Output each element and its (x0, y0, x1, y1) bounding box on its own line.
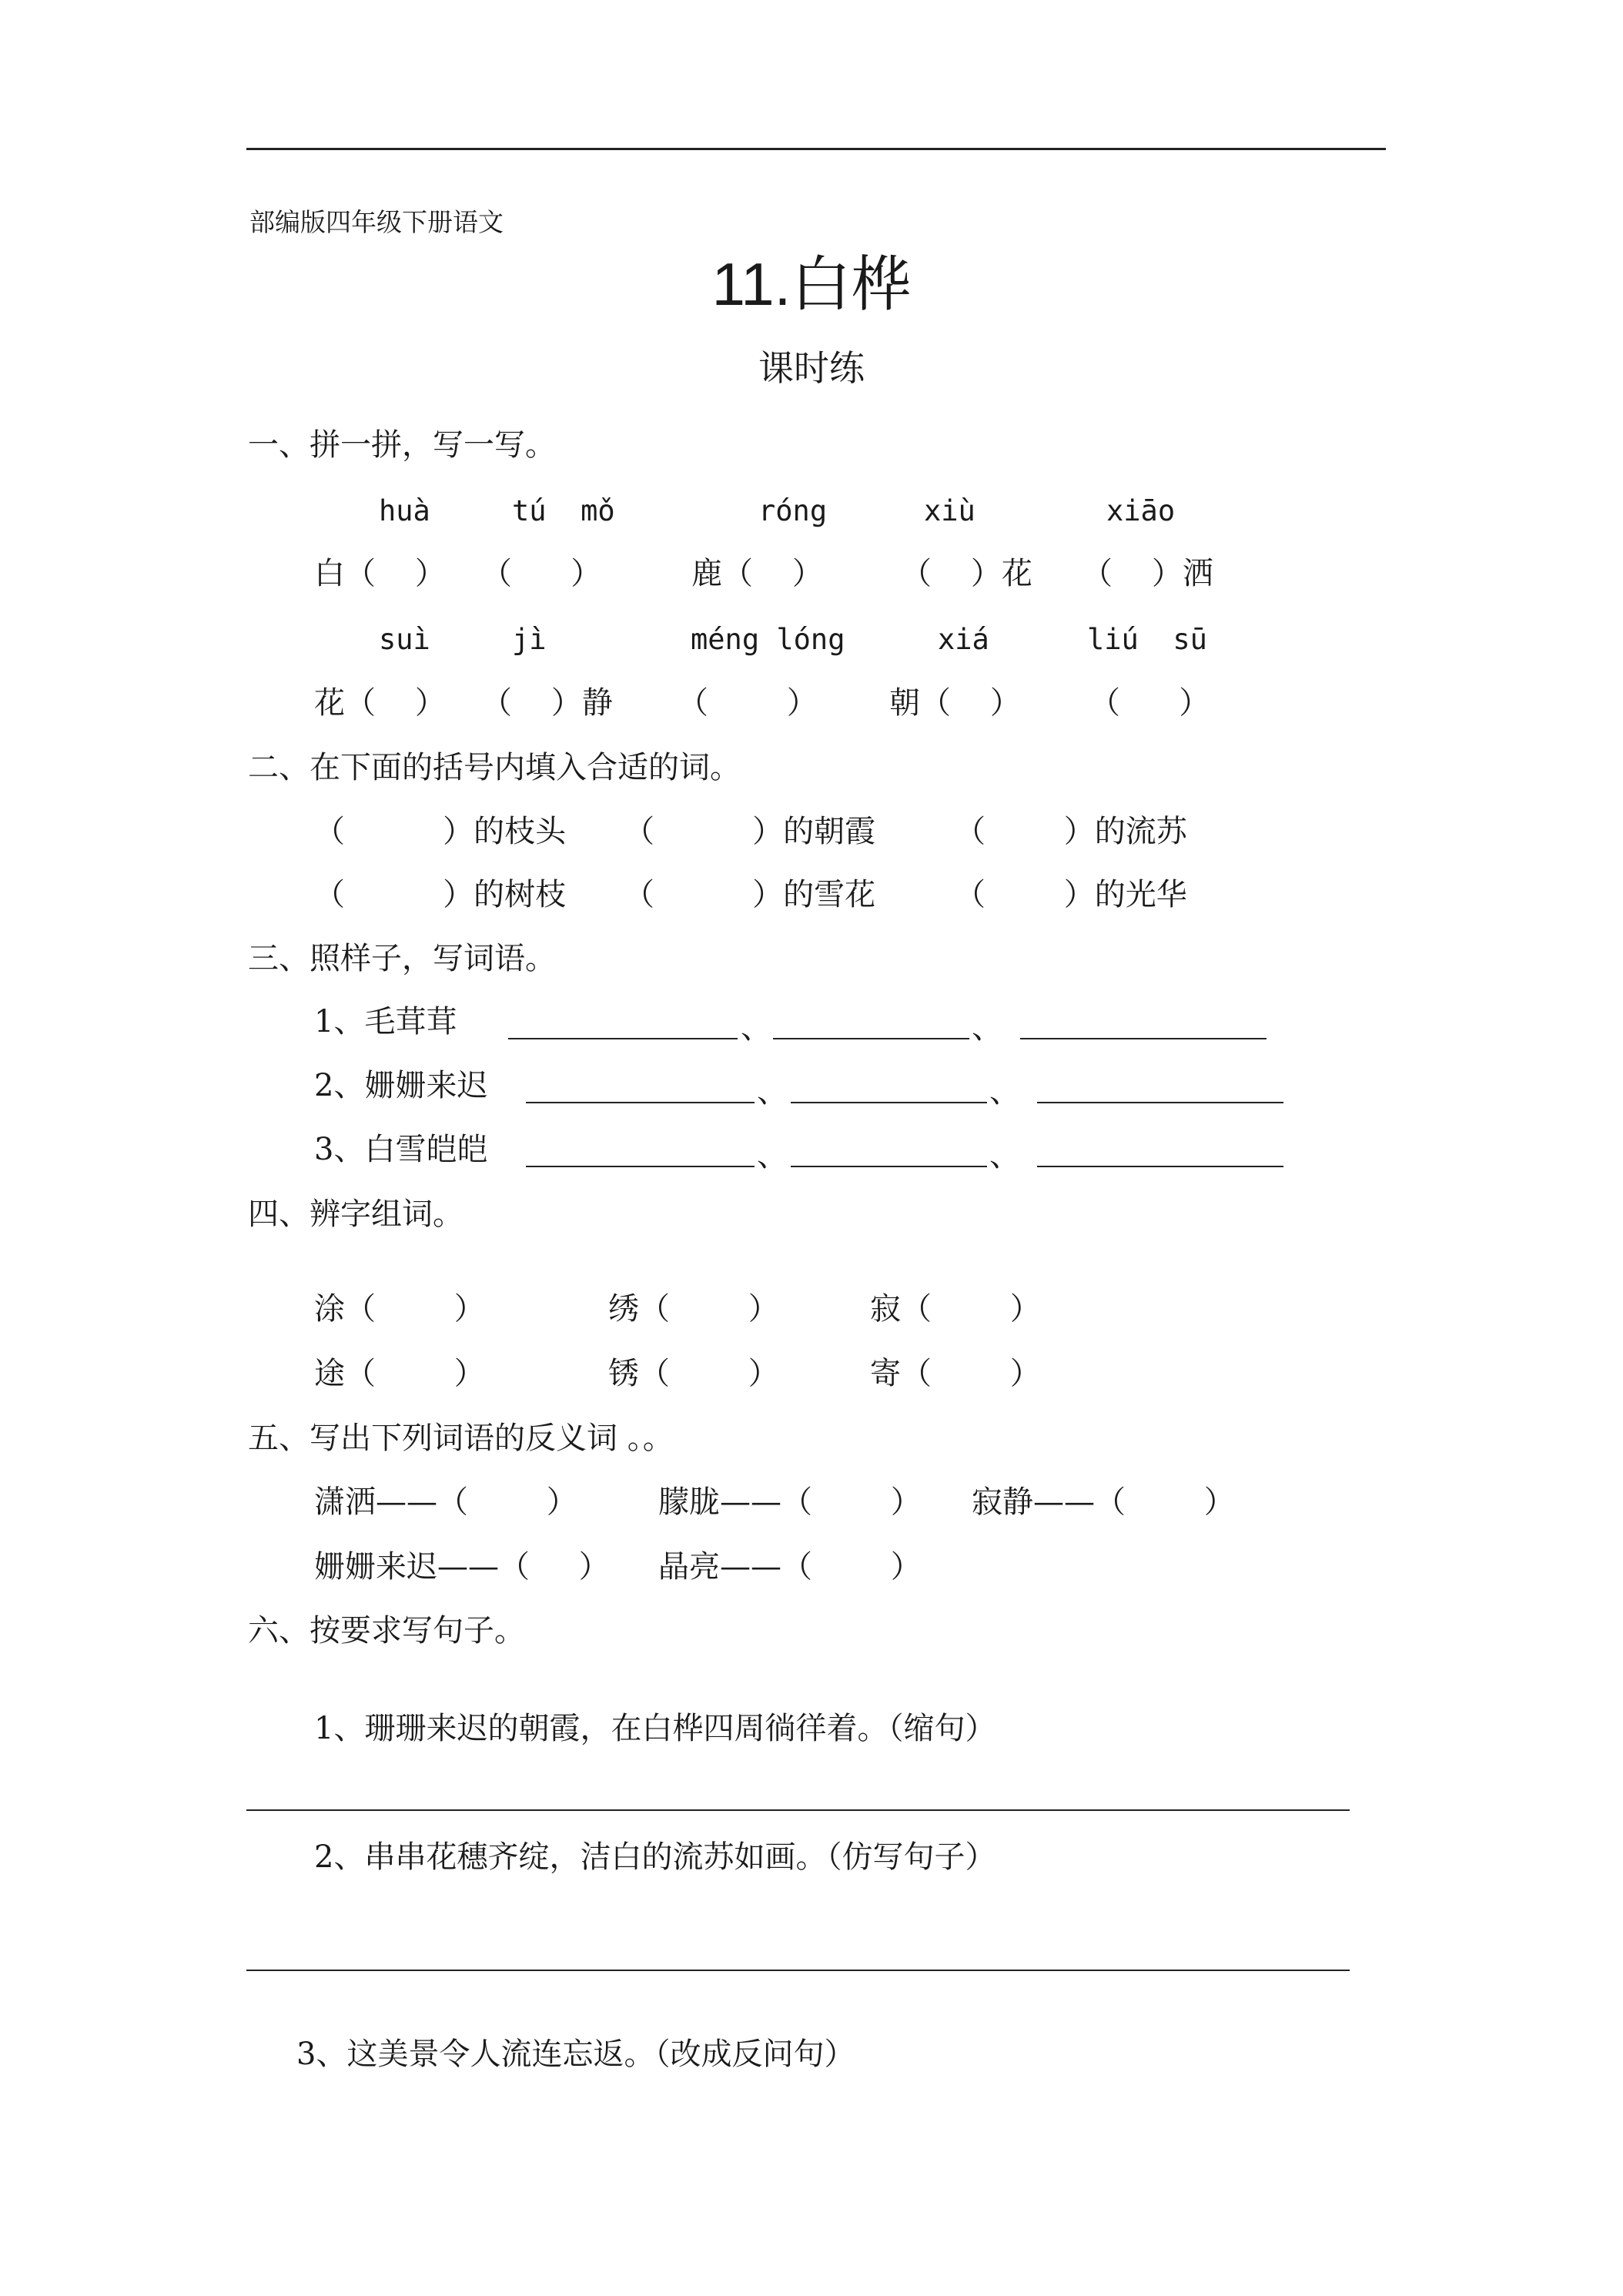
section-6-heading: 六、按要求写句子。 (248, 1613, 525, 1648)
fill-xiu-2[interactable]: 锈（ ） (608, 1356, 779, 1391)
separator: 、 (757, 1074, 788, 1110)
separator: 、 (989, 1074, 1020, 1110)
fill-zhaoxia[interactable]: （ ）的朝霞 (624, 814, 876, 849)
blank-2a[interactable] (526, 1102, 755, 1103)
answer-line-2[interactable] (246, 1970, 1350, 1971)
question-3: 3、这美景令人流连忘返。（改成反问句） (296, 2037, 855, 2072)
pinyin-xia: xiá (938, 623, 989, 656)
example-maorongrong: 1、毛茸茸 (314, 1004, 457, 1039)
blank-1c[interactable] (1020, 1038, 1267, 1039)
fill-liusu-2[interactable]: （ ）的流苏 (955, 814, 1187, 849)
fill-liusu[interactable]: （ ） (1089, 685, 1210, 721)
fill-zhitou[interactable]: （ ）的枝头 (314, 814, 567, 849)
fill-tumo[interactable]: （ ） (481, 556, 602, 591)
separator: 、 (972, 1010, 1002, 1046)
fill-lu[interactable]: 鹿（ ） (691, 556, 823, 591)
section-1-heading: 一、拼一拼，写一写。 (248, 427, 556, 463)
pinyin-xiao: xiāo (1106, 494, 1176, 527)
blank-1b[interactable] (773, 1038, 969, 1039)
blank-2c[interactable] (1037, 1102, 1283, 1103)
fill-jijing[interactable]: 寂静——（ ） (972, 1484, 1235, 1520)
separator: 、 (757, 1138, 788, 1173)
pinyin-liusu: liú sū (1087, 623, 1207, 656)
fill-menglong[interactable]: （ ） (678, 685, 818, 721)
question-2: 2、串串花穗齐绽，洁白的流苏如画。（仿写句子） (314, 1839, 996, 1875)
pinyin-xiu: xiù (924, 494, 975, 527)
fill-jing[interactable]: （ ）静 (481, 685, 613, 721)
blank-2b[interactable] (791, 1102, 987, 1103)
top-rule (246, 148, 1386, 150)
section-4-heading: 四、辨字组词。 (248, 1197, 463, 1232)
fill-jingliang[interactable]: 晶亮——（ ） (658, 1549, 922, 1585)
separator: 、 (989, 1138, 1020, 1173)
fill-sui[interactable]: 花（ ） (314, 685, 446, 721)
fill-bai[interactable]: 白（ ） (314, 556, 446, 591)
fill-shanshanlaichi[interactable]: 姗姗来迟——（ ） (314, 1549, 610, 1585)
pinyin-ji: jì (512, 623, 547, 656)
section-5-heading: 五、写出下列词语的反义词 。。 (248, 1421, 674, 1456)
example-shanshanlaichi: 2、姗姗来迟 (314, 1068, 488, 1103)
page-subtitle: 课时练 (758, 347, 865, 389)
fill-xuehua[interactable]: （ ）的雪花 (624, 877, 876, 912)
fill-sa[interactable]: （ ）洒 (1082, 556, 1213, 591)
fill-xiaosa[interactable]: 潇洒——（ ） (314, 1484, 577, 1520)
section-2-heading: 二、在下面的括号内填入合适的词。 (248, 750, 741, 785)
page-title: 11.白桦 (711, 250, 912, 318)
fill-menglong-2[interactable]: 朦胧——（ ） (658, 1484, 922, 1520)
answer-line-1[interactable] (246, 1809, 1350, 1811)
blank-3b[interactable] (791, 1166, 987, 1167)
pinyin-sui: suì (379, 623, 430, 656)
section-3-heading: 三、照样子，写词语。 (248, 941, 556, 976)
fill-hua[interactable]: （ ）花 (901, 556, 1032, 591)
blank-3a[interactable] (526, 1166, 755, 1167)
question-1: 1、珊珊来迟的朝霞，在白桦四周徜徉着。（缩句） (314, 1711, 996, 1746)
pinyin-hua: huà (379, 494, 430, 527)
example-baixueaiai: 3、白雪皑皑 (314, 1132, 488, 1167)
pinyin-tu-mo: tú mǒ (512, 494, 615, 527)
pinyin-rong: róng (758, 494, 828, 527)
fill-xiu[interactable]: 绣（ ） (608, 1291, 779, 1327)
fill-tu[interactable]: 涂（ ） (314, 1291, 485, 1327)
fill-ji-2[interactable]: 寄（ ） (870, 1356, 1041, 1391)
series-label: 部编版四年级下册语文 (249, 207, 504, 237)
separator: 、 (741, 1010, 771, 1046)
pinyin-menglong: méng lóng (691, 623, 845, 656)
fill-zhao[interactable]: 朝（ ） (889, 685, 1021, 721)
fill-ji[interactable]: 寂（ ） (870, 1291, 1041, 1327)
fill-guanghua[interactable]: （ ）的光华 (955, 877, 1187, 912)
blank-1a[interactable] (508, 1038, 738, 1039)
fill-shuzhi[interactable]: （ ）的树枝 (314, 877, 567, 912)
blank-3c[interactable] (1037, 1166, 1283, 1167)
fill-tu-2[interactable]: 途（ ） (314, 1356, 485, 1391)
